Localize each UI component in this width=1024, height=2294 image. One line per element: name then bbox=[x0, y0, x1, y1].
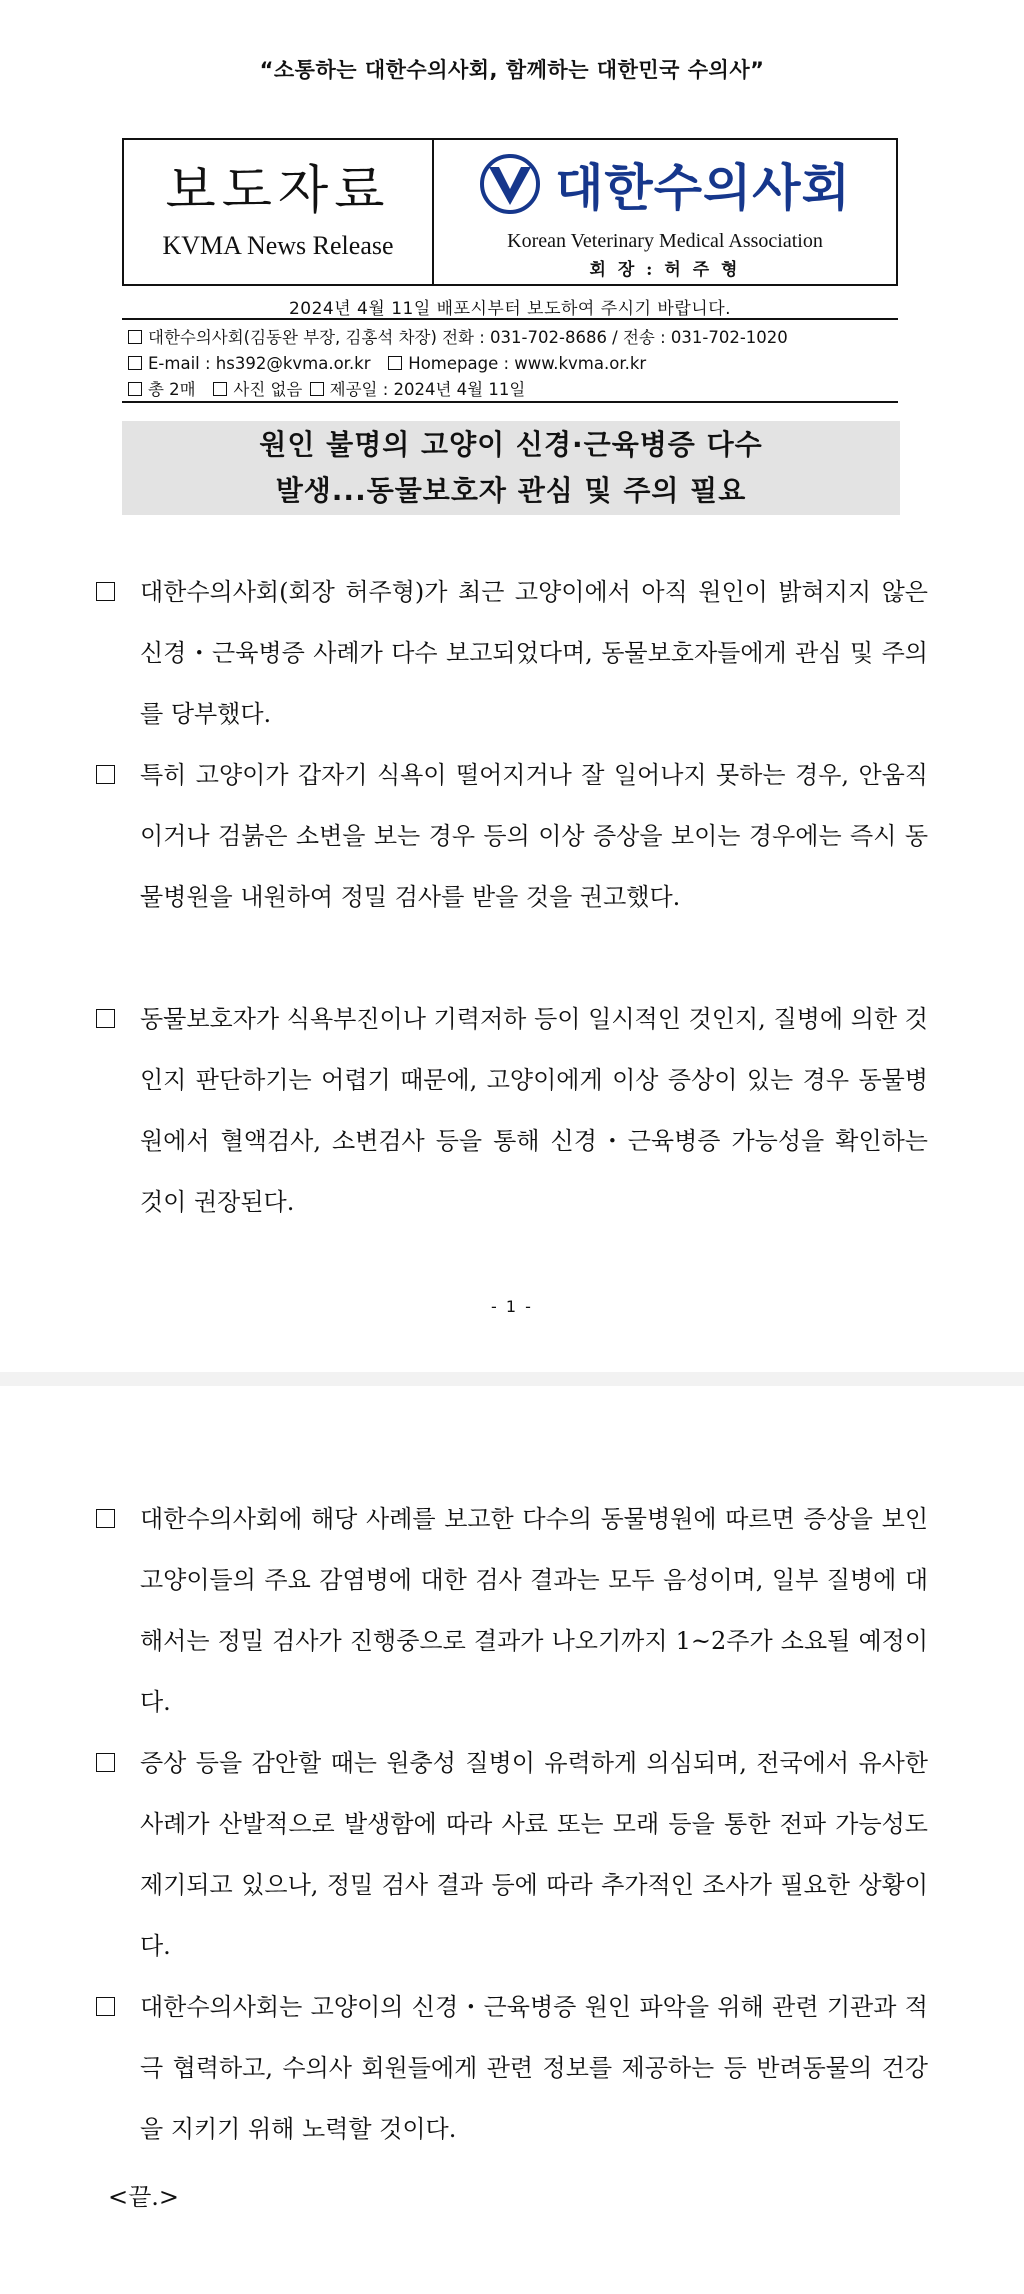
body-paragraph: 증상 등을 감안할 때는 원충성 질병이 유력하게 의심되며, 전국에서 유사한 사례가 산발적으로 발생함에 따라 사료 또는 모래 등을 통한 전파 가능성도 제기되고 있으나, 정밀 검사 결과 등에 따라 추가적인 조사가 필요한 상황이다. bbox=[96, 1733, 928, 1977]
contact-line-1 bbox=[126, 325, 894, 351]
bullet-box-icon bbox=[96, 1753, 115, 1772]
contact-info bbox=[122, 318, 898, 403]
masthead-title-block bbox=[124, 140, 434, 284]
body-paragraph: 동물보호자가 식욕부진이나 기력저하 등이 일시적인 것인지, 질병에 의한 것인지 판단하기는 어렵기 때문에, 고양이에게 이상 증상이 있는 경우 동물병원에서 혈액검사, 소변검사 등을 통해 신경・근육병증 가능성을 확인하는 것이 권장된다. bbox=[96, 989, 928, 1233]
provided-date: 제공일 : 2024년 4월 11일 bbox=[329, 380, 526, 399]
contact-email: E-mail : hs392@kvma.or.kr bbox=[148, 354, 371, 373]
headline-line-2: 발생...동물보호자 관심 및 주의 필요 bbox=[275, 474, 747, 507]
end-mark: <끝.> bbox=[108, 2183, 180, 2211]
page-number: - 1 - bbox=[491, 1297, 533, 1316]
contact-department: 대한수의사회(김동완 부장, 김홍석 차장) 전화 : 031-702-8686 / 전송 : 031-702-1020 bbox=[148, 328, 788, 347]
body-paragraph: 대한수의사회는 고양이의 신경・근육병증 원인 파악을 위해 관련 기관과 적극 협력하고, 수의사 회원들에게 관련 정보를 제공하는 등 반려동물의 건강을 지키기 위해 노력할 것이다. bbox=[96, 1977, 928, 2160]
checkbox-icon bbox=[213, 382, 227, 396]
contact-line-3 bbox=[126, 377, 894, 403]
checkbox-icon bbox=[128, 382, 142, 396]
bullet-box-icon bbox=[96, 1509, 115, 1528]
bullet-box-icon bbox=[96, 582, 115, 601]
checkbox-icon bbox=[128, 330, 142, 344]
press-release-title-en: KVMA News Release bbox=[162, 230, 394, 260]
embargo-notice: 2024년 4월 11일 배포시부터 보도하여 주시기 바랍니다. bbox=[288, 299, 732, 319]
masthead-org-block bbox=[434, 140, 896, 284]
page-count: 총 2매 bbox=[148, 380, 196, 399]
checkbox-icon bbox=[388, 356, 402, 370]
bullet-box-icon bbox=[96, 1997, 115, 2016]
masthead bbox=[122, 138, 898, 286]
contact-homepage: Homepage : www.kvma.or.kr bbox=[408, 354, 647, 373]
body-paragraph: 대한수의사회(회장 허주형)가 최근 고양이에서 아직 원인이 밝혀지지 않은 신경・근육병증 사례가 다수 보고되었다며, 동물보호자들에게 관심 및 주의를 당부했다. bbox=[96, 562, 928, 745]
headline bbox=[122, 421, 900, 515]
headline-line-1: 원인 불명의 고양이 신경·근육병증 다수 bbox=[259, 428, 763, 461]
org-name-en: Korean Veterinary Medical Association bbox=[507, 230, 823, 252]
president-name: 회 장 : 허 주 형 bbox=[589, 260, 741, 280]
body-paragraph: 특히 고양이가 갑자기 식욕이 떨어지거나 잘 일어나지 못하는 경우, 안움직이거나 검붉은 소변을 보는 경우 등의 이상 증상을 보이는 경우에는 즉시 동물병원을 내원하여 정밀 검사를 받을 것을 권고했다. bbox=[96, 745, 928, 928]
bullet-box-icon bbox=[96, 1009, 115, 1028]
slogan: “소통하는 대한수의사회, 함께하는 대한민국 수의사” bbox=[259, 58, 765, 82]
body-paragraph: 대한수의사회에 해당 사례를 보고한 다수의 동물병원에 따르면 증상을 보인 고양이들의 주요 감염병에 대한 검사 결과는 모두 음성이며, 일부 질병에 대해서는 정밀 검사가 진행중으로 결과가 나오기까지 1~2주가 소요될 예정이다. bbox=[96, 1489, 928, 1733]
kvma-logo bbox=[479, 148, 851, 220]
press-release-title: 보도자료 bbox=[165, 161, 391, 222]
org-name-logo: 대한수의사회 bbox=[555, 159, 851, 217]
kvma-emblem-icon bbox=[479, 153, 541, 215]
bullet-box-icon bbox=[96, 765, 115, 784]
checkbox-icon bbox=[128, 356, 142, 370]
photo-count: 사진 없음 bbox=[233, 380, 303, 399]
contact-line-2 bbox=[126, 351, 894, 377]
checkbox-icon bbox=[310, 382, 324, 396]
